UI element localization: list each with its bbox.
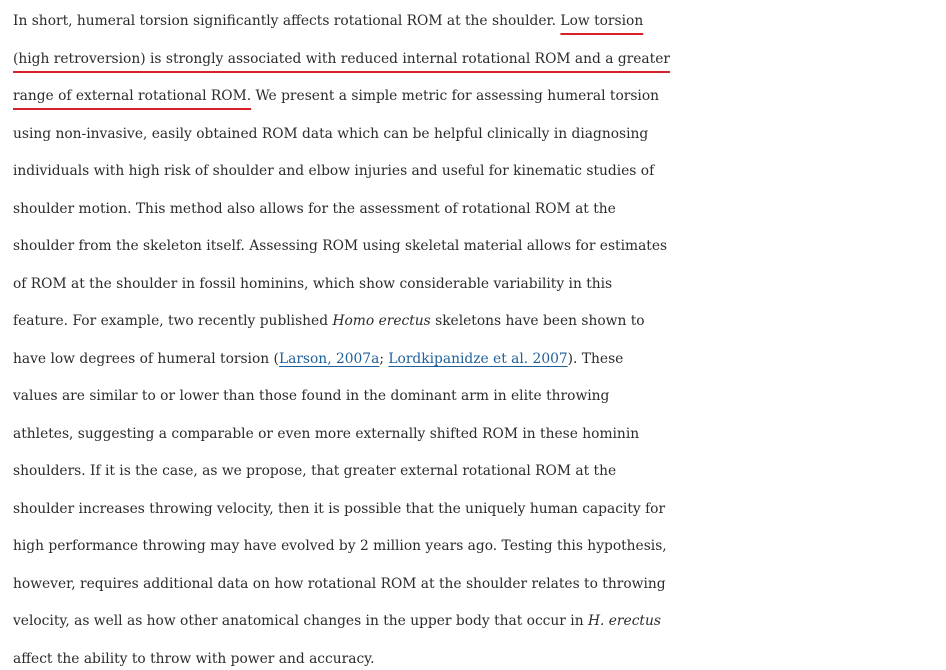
species-name-h-erectus: H. erectus xyxy=(587,613,661,629)
line-10-text-a: have low degrees of humeral torsion ( xyxy=(13,350,279,367)
text-line-6: shoulder motion. This method also allows for the assessment of rotational ROM at the xyxy=(13,200,616,217)
text-line-7: shoulder from the skeleton itself. Assessing ROM using skeletal material allows for estimates xyxy=(13,238,668,254)
text-line-8: of ROM at the shoulder in fossil hominins, which show considerable variability in this xyxy=(13,275,613,292)
text-line-13: shoulders. If it is the case, as we propose, that greater external rotational ROM at the xyxy=(13,463,617,479)
citation-link-larson[interactable]: Larson, 2007a xyxy=(278,350,380,367)
species-name-homo-erectus: Homo erectus xyxy=(332,313,431,329)
line-3-text: We present a simple metric for assessing humeral torsion xyxy=(251,88,660,104)
text-line-18: affect the ability to throw with power and accuracy. xyxy=(13,650,375,667)
citation-link-lordkipanidze[interactable]: Lordkipanidze et al. 2007 xyxy=(388,350,568,367)
line-10-text-b: ). These xyxy=(567,350,624,367)
text-line-2 xyxy=(13,41,943,79)
text-line-14: shoulder increases throwing velocity, then it is possible that the uniquely human capacity for xyxy=(13,500,666,517)
text-line-9 xyxy=(13,303,943,341)
highlighted-sentence-part-2: (high retroversion) is strongly associated with reduced internal rotational ROM and a greater xyxy=(13,50,670,67)
text-line-11: values are similar to or lower than those found in the dominant arm in elite throwing xyxy=(13,388,610,404)
text-line-5: individuals with high risk of shoulder and elbow injuries and useful for kinematic studies of xyxy=(13,163,655,179)
highlighted-sentence-part-3: range of external rotational ROM. xyxy=(13,88,252,104)
text-line-3 xyxy=(13,78,943,116)
text-line-17 xyxy=(13,603,943,641)
line-9-text-b: skeletons have been shown to xyxy=(430,313,645,329)
line-1-text: In short, humeral torsion significantly affects rotational ROM at the shoulder. xyxy=(13,13,561,29)
text-line-12: athletes, suggesting a comparable or even more externally shifted ROM in these hominin xyxy=(13,425,640,442)
citation-separator: ; xyxy=(379,350,389,367)
text-line-10 xyxy=(13,341,943,379)
line-9-text-a: feature. For example, two recently published xyxy=(13,313,333,329)
text-line-1 xyxy=(13,3,943,41)
line-17-text: velocity, as well as how other anatomical changes in the upper body that occur in xyxy=(13,613,588,629)
text-line-15: high performance throwing may have evolved by 2 million years ago. Testing this hypothesis, xyxy=(13,538,667,554)
highlighted-sentence-part-1: Low torsion xyxy=(560,13,644,29)
text-line-16: however, requires additional data on how rotational ROM at the shoulder relates to throwing xyxy=(13,575,666,592)
body-paragraph xyxy=(13,0,943,670)
text-line-4: using non-invasive, easily obtained ROM data which can be helpful clinically in diagnosing xyxy=(13,125,649,142)
